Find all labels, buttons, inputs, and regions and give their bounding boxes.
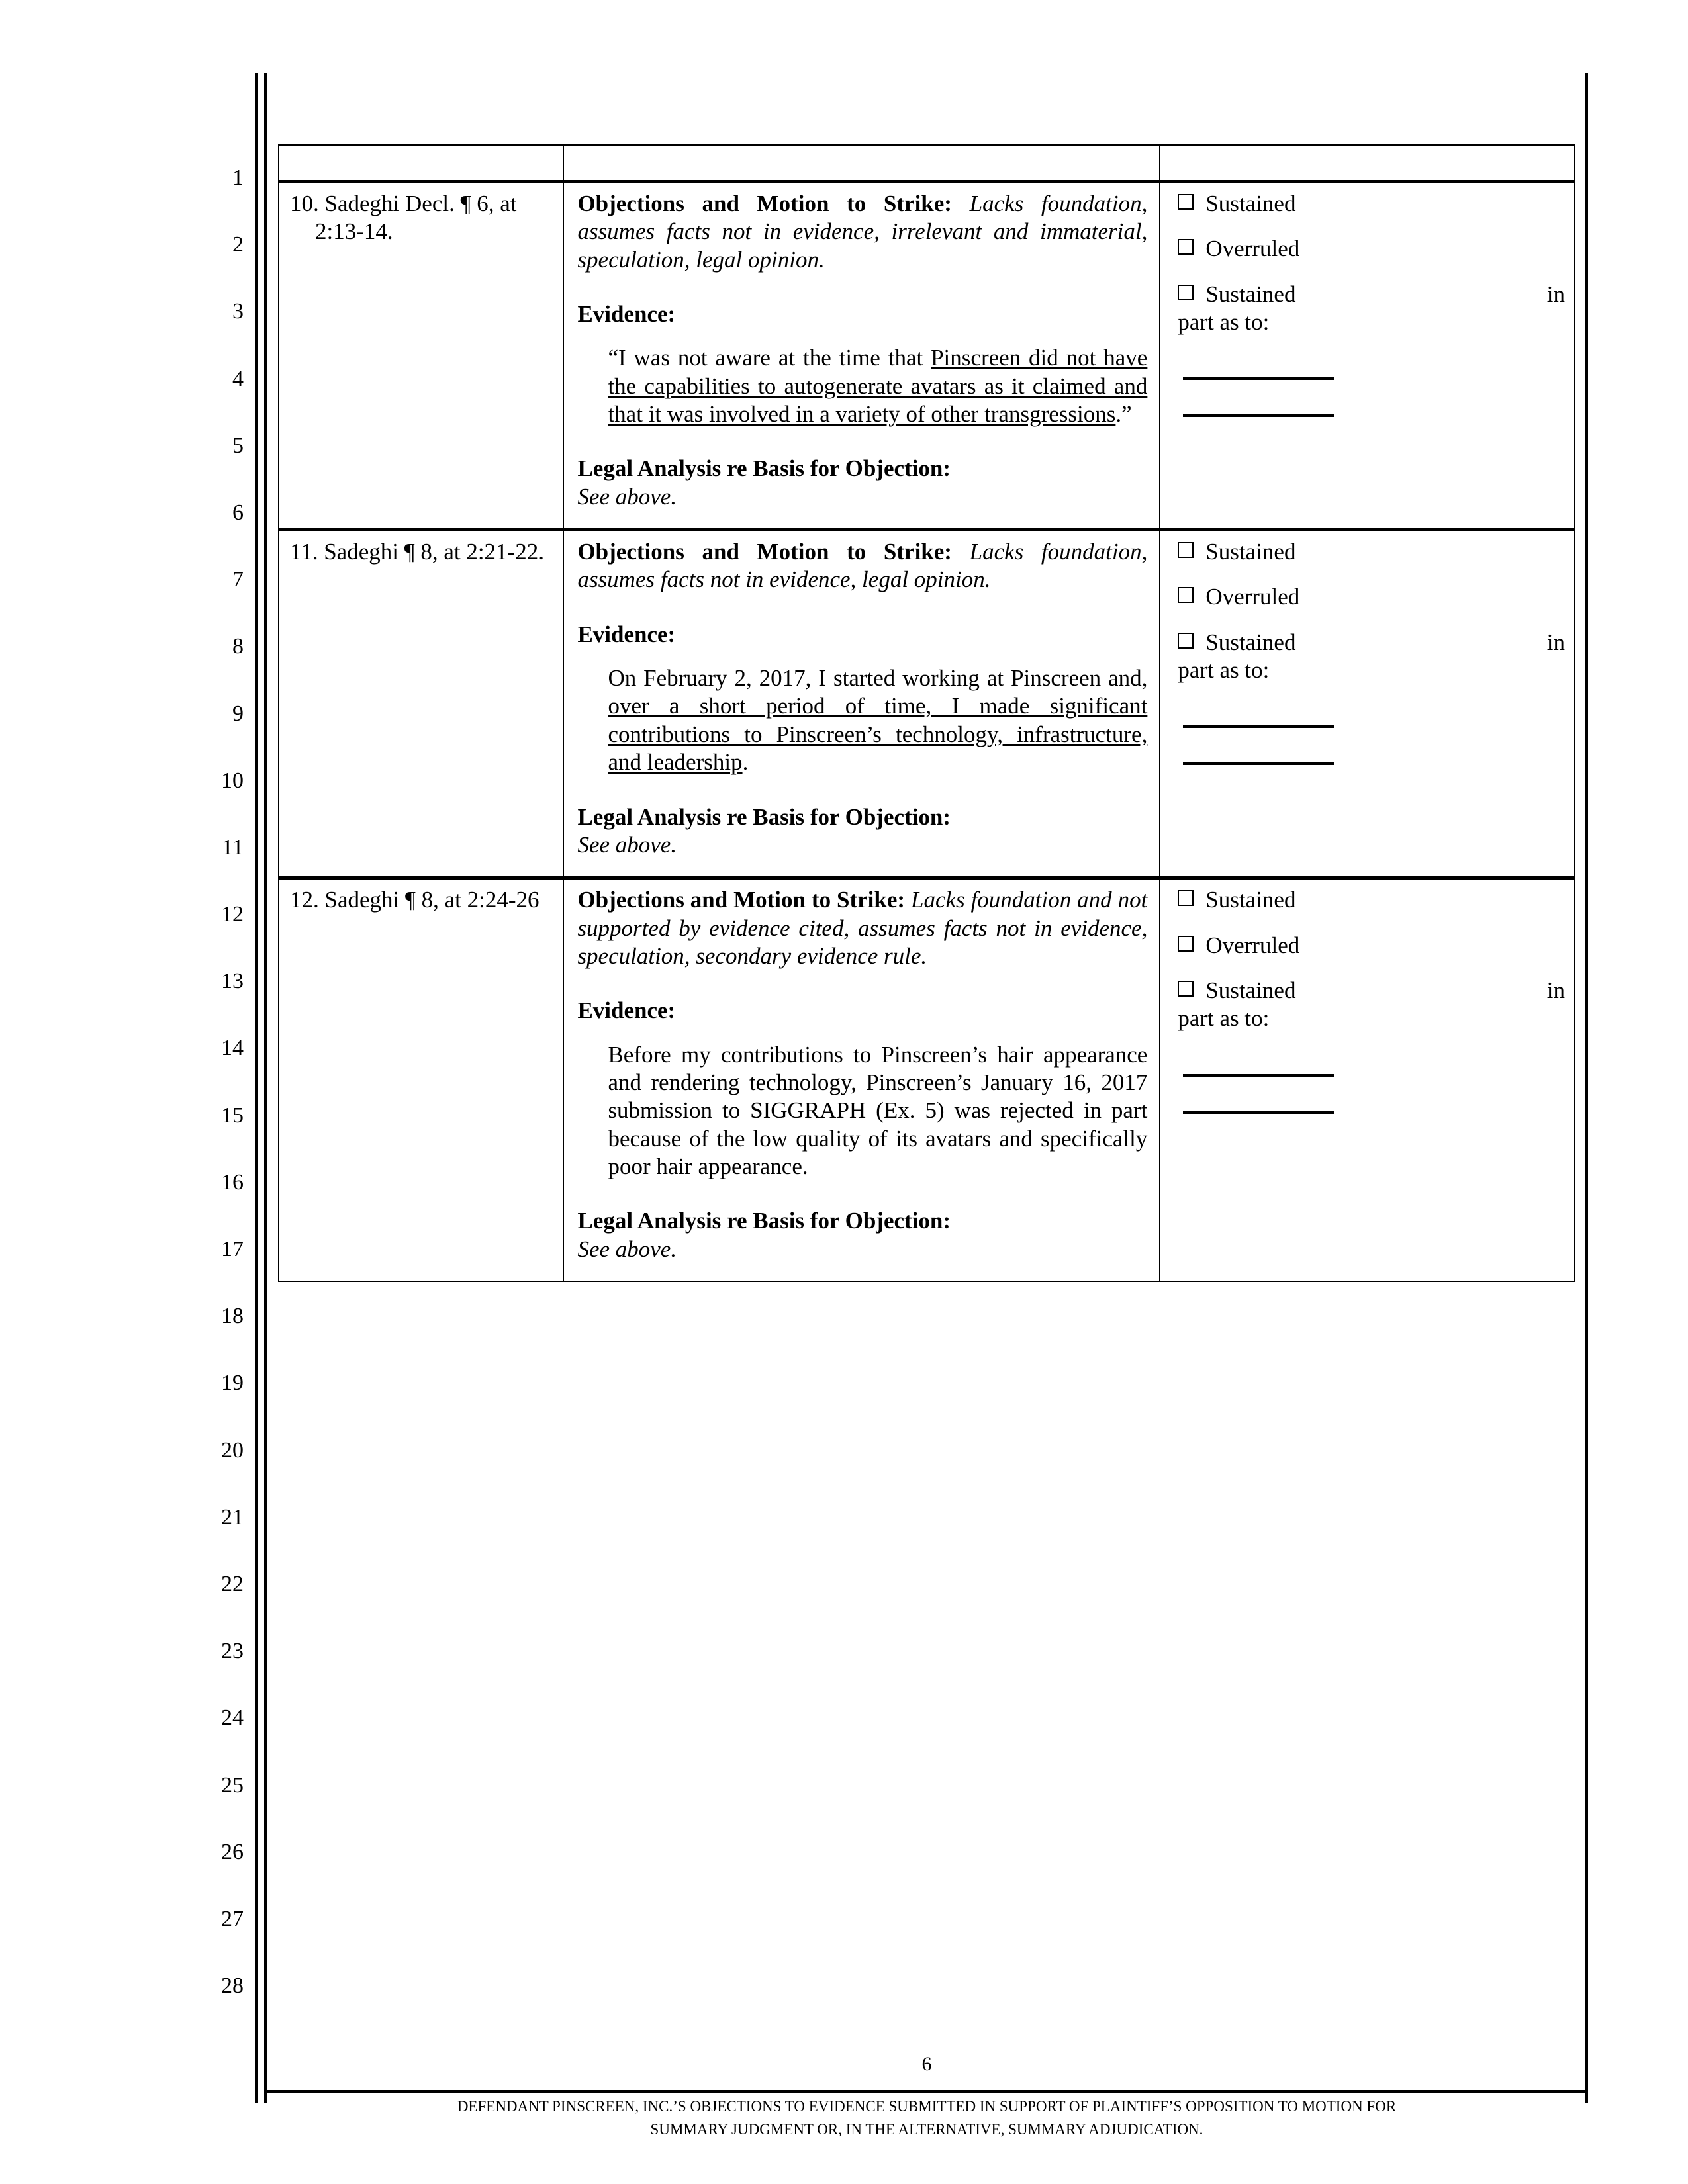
line-number: 15 (221, 1103, 244, 1128)
cell-evidence-reference (279, 530, 563, 878)
ruling-option-label: Sustained (1205, 887, 1296, 913)
line-number: 7 (232, 567, 244, 592)
ruling-wrap (1160, 880, 1574, 1130)
evidence-reference-wrap (279, 183, 563, 263)
evidence-quote-plain: On February 2, 2017, I started working at Pinscreen and, (608, 665, 1148, 692)
ruling-blank-line[interactable] (1183, 1111, 1334, 1114)
evidence-reference-text: 11. Sadeghi ¶ 8, at 2:21-22. (290, 539, 544, 565)
cell-ruling (1160, 878, 1575, 1281)
ruling-partial-line-1: Sustained in (1205, 977, 1565, 1003)
ruling-option-sustained-in-part[interactable] (1178, 629, 1565, 685)
line-number: 22 (221, 1571, 244, 1596)
evidence-quote-underlined: over a short period of time, I made significant contributions to Pinscreen’s technology, infrastructure, and leadership (608, 693, 1148, 776)
ruling-blank-line[interactable] (1183, 1074, 1334, 1077)
objection-label: Objections and Motion to Strike: (577, 191, 952, 216)
evidence-reference-text: 12. Sadeghi ¶ 8, at 2:24-26 (290, 887, 539, 913)
line-number: 2 (232, 232, 244, 257)
ruling-partial-line-1: Sustained in (1205, 281, 1565, 307)
ruling-partial-line-1: Sustained in (1205, 629, 1565, 655)
footer-caption-line-2: SUMMARY JUDGMENT OR, IN THE ALTERNATIVE, SUMMARY ADJUDICATION. (650, 2120, 1203, 2138)
evidence-label: Evidence: (577, 301, 676, 328)
table-header-row (279, 145, 1575, 182)
pleading-rule-right (1585, 73, 1588, 2103)
objection-label: Objections and Motion to Strike: (577, 539, 952, 565)
checkbox-icon[interactable] (1178, 285, 1194, 300)
ruling-option-overruled[interactable] (1178, 235, 1565, 263)
header-cell-objection (563, 145, 1160, 182)
legal-analysis-label: Legal Analysis re Basis for Objection: (577, 455, 951, 482)
pleading-rule-left-inner (264, 73, 267, 2103)
legal-analysis-label: Legal Analysis re Basis for Objection: (577, 803, 951, 830)
objection-statement (577, 886, 1147, 970)
page-number: 6 (921, 2053, 932, 2075)
ruling-blank-line[interactable] (1183, 725, 1334, 728)
cell-evidence-reference (279, 878, 563, 1281)
evidence-quote-plain: “I was not aware at the time that (608, 345, 931, 371)
objection-basis: Lacks foundation, assumes facts not in evidence, legal opinion. (577, 539, 1148, 593)
ruling-option-label: Overruled (1205, 584, 1300, 610)
line-number: 1 (232, 165, 244, 190)
line-number-gutter (199, 167, 248, 2042)
line-number: 18 (221, 1304, 244, 1329)
checkbox-icon[interactable] (1178, 936, 1194, 952)
ruling-option-label: Overruled (1205, 236, 1300, 262)
checkbox-icon[interactable] (1178, 239, 1194, 255)
cell-ruling (1160, 530, 1575, 878)
ruling-partial-line-1-wrap (1178, 281, 1565, 308)
evidence-quote (608, 344, 1147, 428)
page-content (278, 144, 1575, 1282)
legal-analysis-value: See above. (577, 831, 677, 858)
line-number: 9 (232, 701, 244, 726)
ruling-option-label: Sustained (1205, 191, 1296, 216)
ruling-option-label: Overruled (1205, 932, 1300, 958)
line-number: 19 (221, 1371, 244, 1396)
line-number: 23 (221, 1639, 244, 1664)
pleading-rule-left-outer (255, 73, 258, 2103)
objection-statement (577, 538, 1147, 594)
line-number: 11 (222, 835, 244, 860)
ruling-partial-line-2: part as to: (1178, 309, 1270, 336)
evidence-reference-text: 10. Sadeghi Decl. ¶ 6, at 2:13-14. (290, 191, 517, 245)
evidence-quote-plain: .” (1115, 401, 1132, 428)
checkbox-icon[interactable] (1178, 194, 1194, 210)
evidence-quote (608, 664, 1147, 776)
checkbox-icon[interactable] (1178, 633, 1194, 649)
cell-objection (563, 878, 1160, 1281)
ruling-option-sustained[interactable] (1178, 886, 1565, 914)
table-row (279, 182, 1575, 530)
ruling-option-overruled[interactable] (1178, 932, 1565, 960)
line-number: 10 (221, 768, 244, 793)
table-row (279, 530, 1575, 878)
line-number: 12 (221, 902, 244, 927)
evidence-quote-plain: Before my contributions to Pinscreen’s hair appearance and rendering technology, Pinscreen’s January 16, 2017 submission to SIGGRAPH (Ex. 5) was rejected in part because of the low quality of its avatars and specifically poor hair appearance. (608, 1041, 1148, 1179)
ruling-option-label: Sustained (1205, 539, 1296, 565)
ruling-partial-line-1-wrap (1178, 629, 1565, 657)
checkbox-icon[interactable] (1178, 981, 1194, 997)
ruling-partial-line-2: part as to: (1178, 657, 1270, 684)
header-cell-reference (279, 145, 563, 182)
evidence-quote-underlined: Pinscreen did not have the capabilities to autogenerate avatars as it claimed and that it was involved in a variety of other transgressions (608, 345, 1148, 428)
legal-analysis-value: See above. (577, 1236, 677, 1262)
ruling-blank-line[interactable] (1183, 414, 1334, 417)
objection-wrap (564, 183, 1159, 528)
line-number: 27 (221, 1906, 244, 1931)
header-cell-ruling (1160, 145, 1575, 182)
objection-wrap (564, 531, 1159, 876)
evidence-quote (608, 1041, 1147, 1181)
table-row (279, 878, 1575, 1281)
ruling-partial-line-1-wrap (1178, 977, 1565, 1005)
ruling-wrap (1160, 183, 1574, 434)
ruling-wrap (1160, 531, 1574, 782)
line-number: 26 (221, 1839, 244, 1864)
objection-label: Objections and Motion to Strike: (577, 887, 906, 913)
ruling-partial-line-2: part as to: (1178, 1005, 1270, 1032)
cell-objection (563, 182, 1160, 530)
checkbox-icon[interactable] (1178, 890, 1194, 906)
line-number: 3 (232, 299, 244, 324)
line-number: 6 (232, 500, 244, 525)
evidence-reference-wrap (279, 531, 563, 583)
cell-objection (563, 530, 1160, 878)
checkbox-icon[interactable] (1178, 587, 1194, 603)
legal-analysis-label: Legal Analysis re Basis for Objection: (577, 1208, 951, 1234)
legal-analysis-value: See above. (577, 483, 677, 510)
evidence-label: Evidence: (577, 621, 676, 647)
line-number: 20 (221, 1437, 244, 1463)
footer-caption-line-1: DEFENDANT PINSCREEN, INC.’S OBJECTIONS TO EVIDENCE SUBMITTED IN SUPPORT OF PLAINTIFF’S OPPOSITION TO MOTION FOR (457, 2098, 1397, 2115)
line-number: 5 (232, 433, 244, 458)
line-number: 21 (221, 1504, 244, 1529)
objection-statement (577, 190, 1147, 274)
line-number: 8 (232, 634, 244, 659)
ruling-blank-line[interactable] (1183, 762, 1334, 765)
objection-wrap (564, 880, 1159, 1281)
objection-basis: Lacks foundation and not supported by evidence cited, assumes facts not in evidence, speculation, secondary evidence rule. (577, 887, 1148, 969)
line-number: 16 (221, 1169, 244, 1195)
ruling-option-sustained-in-part[interactable] (1178, 977, 1565, 1033)
cell-ruling (1160, 182, 1575, 530)
evidence-reference-wrap (279, 880, 563, 931)
ruling-blank-line[interactable] (1183, 377, 1334, 380)
line-number: 28 (221, 1974, 244, 1999)
footer-caption (278, 2095, 1575, 2141)
ruling-option-sustained[interactable] (1178, 538, 1565, 566)
line-number: 4 (232, 366, 244, 391)
line-number: 24 (221, 1706, 244, 1731)
cell-evidence-reference (279, 182, 563, 530)
footer-divider (267, 2090, 1585, 2093)
line-number: 25 (221, 1772, 244, 1797)
objection-basis: Lacks foundation, assumes facts not in evidence, irrelevant and immaterial, speculation, legal opinion. (577, 191, 1148, 273)
evidence-label: Evidence: (577, 997, 676, 1024)
checkbox-icon[interactable] (1178, 542, 1194, 558)
ruling-option-sustained[interactable] (1178, 190, 1565, 218)
ruling-option-sustained-in-part[interactable] (1178, 281, 1565, 337)
line-number: 17 (221, 1237, 244, 1261)
ruling-option-overruled[interactable] (1178, 583, 1565, 611)
objections-table (278, 144, 1575, 1282)
evidence-quote-plain: . (742, 749, 749, 776)
line-number: 14 (221, 1036, 244, 1061)
line-number: 13 (221, 969, 244, 994)
